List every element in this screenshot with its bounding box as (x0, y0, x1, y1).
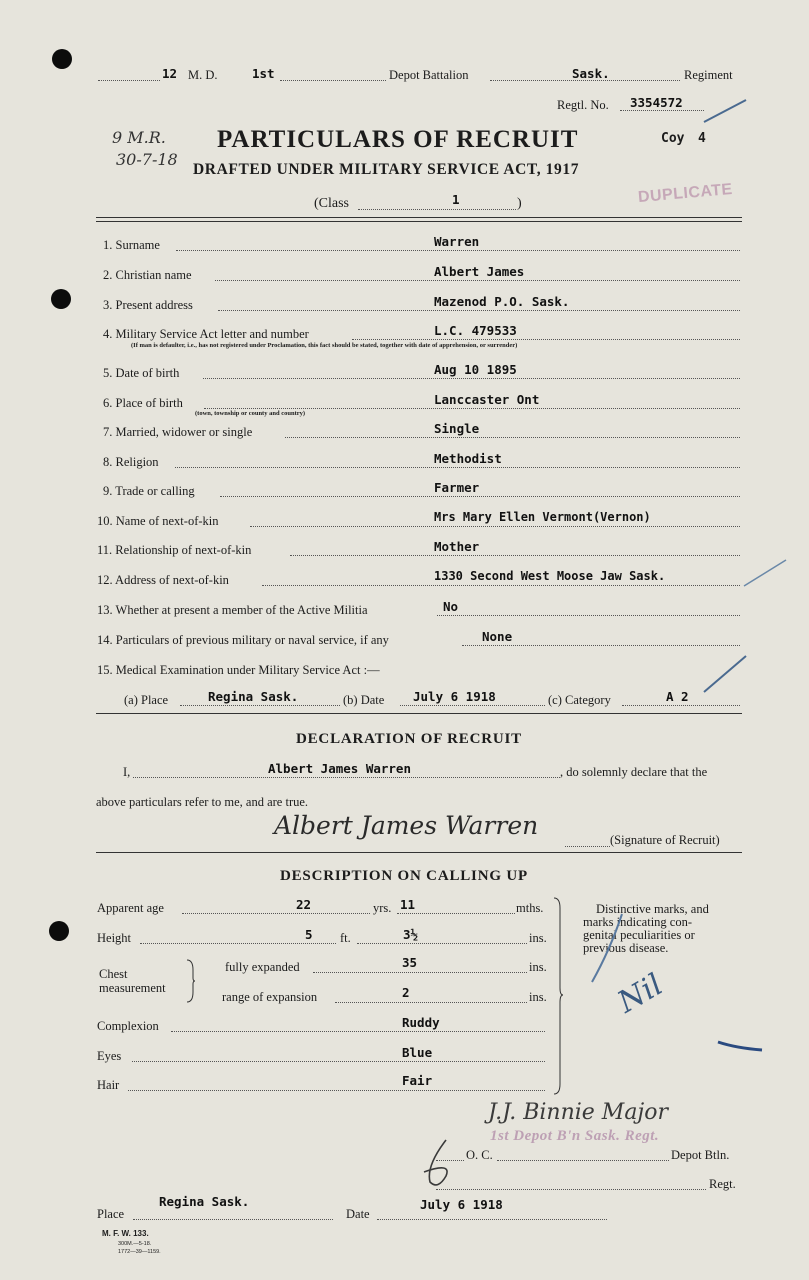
margin-note-2: 30-7-18 (116, 150, 178, 169)
dotline (132, 1061, 545, 1062)
particular-label-present-address: 3. Present address (103, 298, 193, 312)
hair-label: Hair (97, 1078, 120, 1092)
punch-hole-middle (51, 289, 71, 309)
particular-label-next-of-kin: 10. Name of next-of-kin (97, 514, 219, 528)
marks-line-2: marks indicating con- (583, 915, 692, 929)
particular-value-present-address: Mazenod P.O. Sask. (434, 294, 570, 309)
marks-line-1: Distinctive marks, and (596, 902, 709, 916)
particular-value-next-of-kin: Mrs Mary Ellen Vermont(Vernon) (434, 510, 651, 524)
particular-value-date-of-birth: Aug 10 1895 (434, 362, 517, 377)
particular-value-marital-status: Single (434, 421, 480, 436)
range-value: 2 (402, 985, 410, 1000)
dotline (128, 1090, 545, 1091)
class-value: 1 (452, 192, 460, 207)
regtl-label: Regtl. No. (557, 98, 609, 112)
dotline (436, 1160, 464, 1161)
particular-value-previous-service: None (482, 629, 513, 644)
dotline (497, 1160, 669, 1161)
dotline (140, 943, 336, 944)
dotline (357, 943, 527, 944)
description-heading: DESCRIPTION ON CALLING UP (280, 868, 528, 884)
medical-date-value: July 6 1918 (413, 689, 496, 704)
dotline (290, 555, 740, 556)
class-dotline (358, 209, 516, 210)
ins-label: ins. (529, 931, 547, 945)
dotline (182, 913, 370, 914)
class-close: ) (517, 196, 522, 211)
md-number: 12 (162, 66, 178, 81)
particular-value-msa-number: L.C. 479533 (434, 323, 517, 338)
complexion-label: Complexion (97, 1019, 159, 1033)
print-code-2: 1772—39—1159. (118, 1249, 161, 1255)
medical-date-label: (b) Date (343, 693, 385, 707)
dotline (335, 1002, 527, 1003)
dotline (437, 615, 740, 616)
declaration-name: Albert James Warren (268, 761, 411, 776)
range-label: range of expansion (222, 990, 318, 1004)
particular-value-surname: Warren (434, 234, 480, 249)
particular-label-date-of-birth: 5. Date of birth (103, 366, 180, 380)
fully-expanded-value: 35 (402, 955, 418, 970)
punch-hole-bottom (49, 921, 69, 941)
particular-label-msa-number: 4. Military Service Act letter and number (103, 327, 309, 341)
dotline (215, 280, 740, 281)
place-label: Place (97, 1207, 125, 1221)
declaration-rule (96, 852, 742, 853)
fully-ins-label: ins. (529, 960, 547, 974)
particular-note-msa: (If man is defaulter, i.e., has not registered under Proclamation, this fact should be stated, together with date of apprehension, or surrender) (131, 342, 518, 349)
dotline (313, 972, 527, 973)
dotline (397, 913, 515, 914)
particular-value-religion: Methodist (434, 451, 502, 466)
form-subtitle: DRAFTED UNDER MILITARY SERVICE ACT, 1917 (193, 161, 580, 178)
officer-initial-mark (416, 1136, 462, 1192)
particular-note-place-of-birth: (town, township or county and country) (195, 410, 306, 417)
eyes-label: Eyes (97, 1049, 122, 1063)
blue-check-mark (700, 96, 750, 126)
marks-line-3: genital peculiarities or (583, 928, 695, 942)
yrs-label: yrs. (373, 901, 392, 915)
particular-label-trade: 9. Trade or calling (103, 484, 195, 498)
age-label: Apparent age (97, 901, 164, 915)
coy-label: Coy (661, 131, 685, 146)
dotline (462, 645, 740, 646)
mths-label: mths. (516, 901, 544, 915)
dotline (622, 705, 740, 706)
dotline (565, 846, 610, 847)
chest-brace (184, 958, 196, 1004)
eyes-value: Blue (402, 1045, 433, 1060)
blue-check-mark (700, 652, 750, 696)
dotline (218, 310, 740, 311)
particular-label-christian-name: 2. Christian name (103, 268, 192, 282)
dotline (220, 496, 740, 497)
coy-number: 4 (698, 131, 706, 146)
form-number: M. F. W. 133. (102, 1229, 149, 1238)
particular-value-kin-relationship: Mother (434, 539, 480, 554)
recruit-signature: Albert James Warren (274, 811, 539, 840)
depot-dotline (280, 80, 386, 81)
regt-label: Regt. (709, 1177, 736, 1191)
ft-label: ft. (340, 931, 351, 945)
fully-expanded-label: fully expanded (225, 960, 300, 974)
dotline (262, 585, 740, 586)
particular-label-kin-address: 12. Address of next-of-kin (97, 573, 229, 587)
punch-hole-top (52, 49, 72, 69)
particular-label-medical-exam: 15. Medical Examination under Military Service Act :— (97, 663, 380, 677)
regiment-label: Regiment (684, 68, 733, 82)
dotline (285, 437, 740, 438)
dotline (436, 1189, 706, 1190)
medical-category-value: A 2 (666, 689, 689, 704)
dotline (203, 378, 740, 379)
dotline (250, 526, 740, 527)
chest-label-2: measurement (99, 981, 166, 995)
dotline (180, 705, 340, 706)
height-inches: 3½ (403, 927, 419, 942)
particular-value-trade: Farmer (434, 480, 480, 495)
duplicate-stamp: DUPLICATE (637, 180, 734, 207)
print-code-1: 300M.—5-18. (118, 1241, 152, 1247)
declaration-text-2: above particulars refer to me, and are true. (96, 795, 309, 809)
signature-label: (Signature of Recruit) (610, 833, 720, 847)
depot-btln-label: Depot Btln. (671, 1148, 730, 1162)
officer-signature: J.J. Binnie Major (488, 1100, 669, 1125)
medical-place-value: Regina Sask. (208, 689, 299, 704)
form-title: PARTICULARS OF RECRUIT (217, 126, 579, 153)
header-rule-2 (96, 221, 742, 222)
place-value: Regina Sask. (159, 1194, 250, 1209)
medical-category-label: (c) Category (548, 693, 611, 707)
dotline (377, 1219, 607, 1220)
blue-pen-stroke (588, 910, 628, 986)
age-months: 11 (400, 897, 416, 912)
particular-label-place-of-birth: 6. Place of birth (103, 396, 183, 410)
particular-label-religion: 8. Religion (103, 455, 159, 469)
margin-note-1: 9 M.R. (112, 128, 166, 147)
particular-value-kin-address: 1330 Second West Moose Jaw Sask. (434, 569, 666, 583)
range-ins-label: ins. (529, 990, 547, 1004)
md-label: M. D. (188, 68, 218, 82)
hair-value: Fair (402, 1073, 433, 1088)
height-feet: 5 (305, 927, 313, 942)
regtl-number: 3354572 (630, 95, 683, 110)
dotline (204, 408, 740, 409)
regiment-value: Sask. (572, 66, 610, 81)
medical-place-label: (a) Place (124, 693, 169, 707)
depot-number: 1st (252, 66, 275, 81)
particular-label-active-militia: 13. Whether at present a member of the Active Militia (97, 603, 368, 617)
marks-brace (552, 896, 564, 1096)
particular-label-surname: 1. Surname (103, 238, 160, 252)
blue-dash-mark (716, 1036, 764, 1056)
marks-line-4: previous disease. (583, 941, 669, 955)
particular-label-marital-status: 7. Married, widower or single (103, 425, 253, 439)
depot-label: Depot Battalion (389, 68, 469, 82)
marks-note: Nil (612, 967, 669, 1021)
oc-label: O. C. (466, 1148, 493, 1162)
height-label: Height (97, 931, 132, 945)
particular-label-previous-service: 14. Particulars of previous military or naval service, if any (97, 633, 389, 647)
dotline (176, 250, 740, 251)
regtl-dotline (620, 110, 704, 111)
dotline (171, 1031, 545, 1032)
complexion-value: Ruddy (402, 1015, 440, 1030)
md-dotline (98, 80, 160, 81)
particular-value-place-of-birth: Lanccaster Ont (434, 392, 540, 407)
particular-label-kin-relationship: 11. Relationship of next-of-kin (97, 543, 252, 557)
particular-value-active-militia: No (443, 599, 459, 614)
declaration-heading: DECLARATION OF RECRUIT (296, 731, 522, 747)
dotline (175, 467, 740, 468)
dotline (352, 339, 740, 340)
particular-value-christian-name: Albert James (434, 264, 525, 279)
declaration-i-label: I, (123, 765, 131, 779)
dotline (133, 1219, 333, 1220)
header-rule-1 (96, 217, 742, 218)
declaration-text-1: , do solemnly declare that the (560, 765, 708, 779)
date-value: July 6 1918 (420, 1197, 503, 1212)
dotline (400, 705, 545, 706)
date-label: Date (346, 1207, 370, 1221)
class-label: (Class (314, 196, 349, 211)
officer-stamp: 1st Depot B'n Sask. Regt. (490, 1128, 660, 1144)
blue-check-mark (740, 556, 790, 590)
medical-rule (96, 713, 742, 714)
dotline (133, 777, 560, 778)
age-years: 22 (296, 897, 312, 912)
chest-label-1: Chest (99, 967, 128, 981)
